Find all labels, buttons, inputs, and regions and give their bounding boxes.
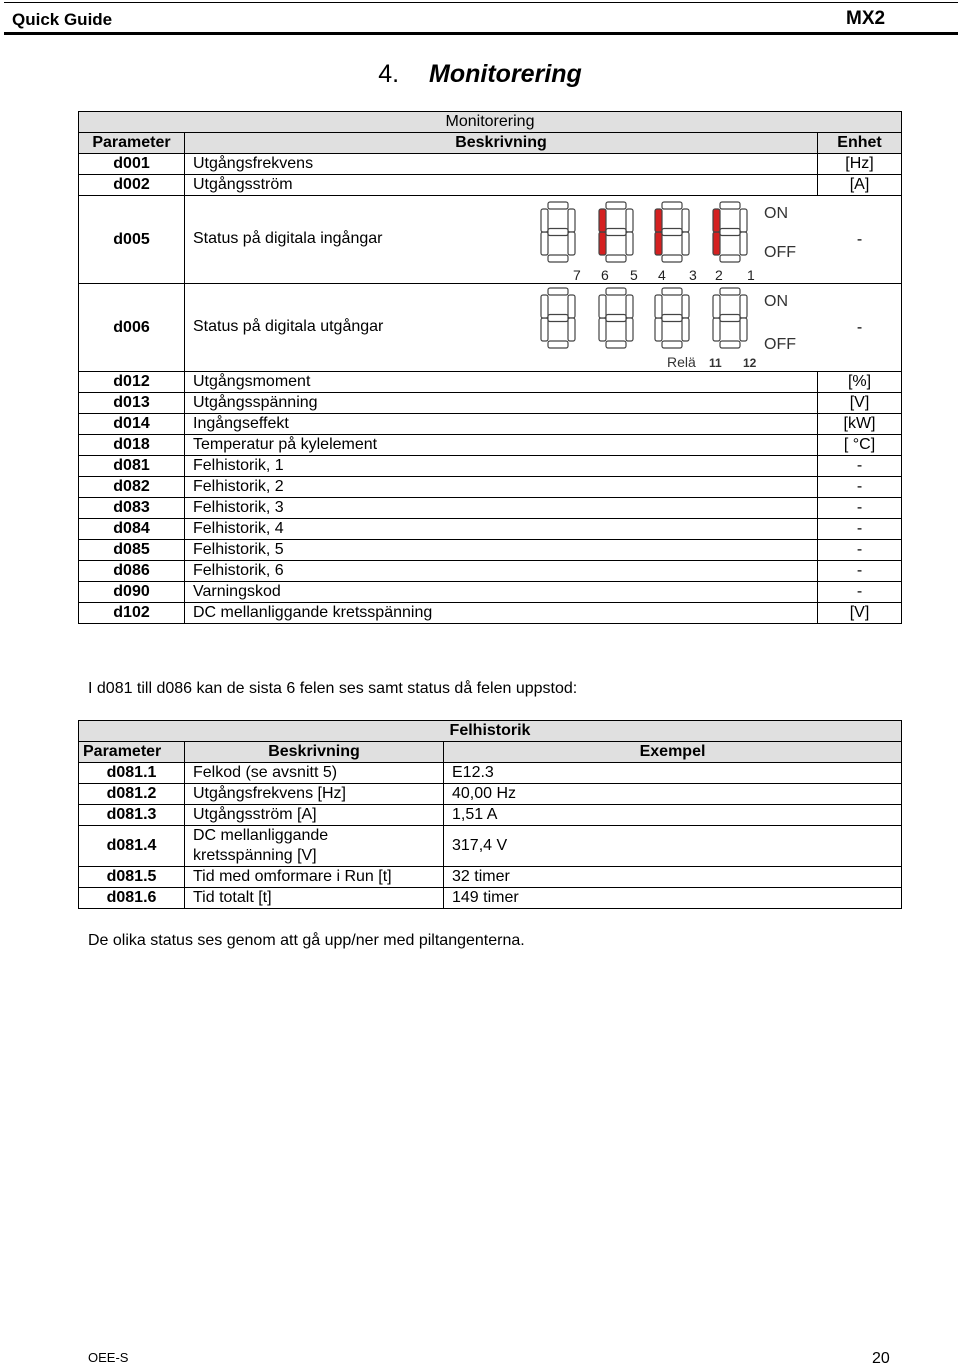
display-segment [548, 341, 568, 348]
row-unit: [kW] [818, 414, 902, 435]
relay-terminal-label: 12 [743, 356, 757, 370]
outputs-on-label: ON [764, 293, 788, 310]
row-description: Utgångsström [A] [185, 805, 444, 826]
table-row [79, 826, 902, 867]
table-row [79, 805, 902, 826]
monitor-table-caption: Monitorering [79, 112, 902, 133]
header-rule [4, 32, 958, 35]
display-segment [606, 202, 626, 209]
navigation-hint-text: De olika status ses genom att gå upp/ner med piltangenterna. [88, 932, 525, 949]
display-segment [606, 229, 626, 236]
display-segment [568, 232, 575, 255]
footer-document-code: OEE-S [88, 1350, 129, 1365]
display-segment [662, 229, 682, 236]
row-parameter: d013 [79, 393, 185, 414]
table-row [79, 561, 902, 582]
section-title-text: Monitorering [429, 60, 582, 88]
table-row [79, 867, 902, 888]
table-row [79, 784, 902, 805]
row-example: 40,00 Hz [444, 784, 902, 805]
digital-outputs-display-graphic [527, 284, 819, 371]
row-description: Tid med omformare i Run [t] [185, 867, 444, 888]
inputs-on-label: ON [764, 205, 788, 222]
row-description: Ingångseffekt [185, 414, 818, 435]
row-description: Temperatur på kylelement [185, 435, 818, 456]
display-segment [606, 288, 626, 295]
input-terminal-label: 2 [715, 267, 723, 283]
inputs-off-label: OFF [764, 244, 796, 261]
row-unit: [V] [818, 603, 902, 624]
display-segment [541, 318, 548, 341]
row-description: Utgångsfrekvens [Hz] [185, 784, 444, 805]
row-parameter: d085 [79, 540, 185, 561]
row-description [185, 826, 444, 867]
row-unit: - [818, 477, 902, 498]
table-row-outputs [79, 284, 902, 372]
digital-inputs-display-graphic [527, 196, 819, 283]
row-description: Felkod (se avsnitt 5) [185, 763, 444, 784]
col-unit: Enhet [818, 133, 902, 154]
row-parameter: d081.1 [79, 763, 185, 784]
row-parameter: d083 [79, 498, 185, 519]
table-row [79, 888, 902, 909]
table-row [79, 763, 902, 784]
row-unit: - [818, 284, 902, 372]
row-parameter: d082 [79, 477, 185, 498]
row-description-with-display [185, 196, 818, 284]
section-title [0, 60, 960, 89]
row-unit: - [818, 498, 902, 519]
table-row [79, 154, 902, 175]
table-row [79, 435, 902, 456]
display-segment [599, 318, 606, 341]
row-unit: [A] [818, 175, 902, 196]
row-parameter: d081.3 [79, 805, 185, 826]
display-segment [682, 295, 689, 318]
digital-outputs-display [527, 284, 819, 371]
row-parameter: d012 [79, 372, 185, 393]
monitor-table-header [79, 133, 902, 154]
display-segment [599, 295, 606, 318]
row-description-line: kretsspänning [V] [193, 847, 317, 864]
table-row [79, 175, 902, 196]
display-segment [720, 341, 740, 348]
display-segment [740, 232, 747, 255]
display-segment [740, 209, 747, 232]
row-parameter: d090 [79, 582, 185, 603]
display-segment [682, 318, 689, 341]
row-parameter: d014 [79, 414, 185, 435]
row-parameter: d086 [79, 561, 185, 582]
display-segment [548, 255, 568, 262]
display-segment [655, 318, 662, 341]
col-example: Exempel [444, 742, 902, 763]
display-segment [548, 202, 568, 209]
table-row [79, 477, 902, 498]
row-parameter: d001 [79, 154, 185, 175]
display-segment [713, 209, 720, 232]
row-description: Tid totalt [t] [185, 888, 444, 909]
display-segment [568, 318, 575, 341]
display-segment [720, 315, 740, 322]
table-row [79, 372, 902, 393]
col-parameter: Parameter [79, 742, 185, 763]
display-segment [662, 341, 682, 348]
col-description: Beskrivning [185, 133, 818, 154]
row-parameter: d081.4 [79, 826, 185, 867]
display-segment [568, 209, 575, 232]
display-segment [548, 288, 568, 295]
display-segment [720, 202, 740, 209]
col-description: Beskrivning [185, 742, 444, 763]
input-terminal-label: 1 [747, 267, 755, 283]
row-example: 317,4 V [444, 826, 902, 867]
row-unit: - [818, 456, 902, 477]
display-segment [606, 341, 626, 348]
display-segment [682, 209, 689, 232]
row-parameter: d084 [79, 519, 185, 540]
row-unit: - [818, 582, 902, 603]
table-row [79, 393, 902, 414]
row-description: Status på digitala utgångar [193, 318, 384, 335]
relay-label: Relä [667, 354, 696, 370]
display-segment [626, 295, 633, 318]
table-row [79, 582, 902, 603]
display-segment [548, 315, 568, 322]
input-terminal-label: 3 [689, 267, 697, 283]
display-segment [720, 288, 740, 295]
row-example: E12.3 [444, 763, 902, 784]
display-segment [541, 295, 548, 318]
display-segment [606, 315, 626, 322]
footer-page-number: 20 [872, 1350, 890, 1367]
row-parameter: d081.2 [79, 784, 185, 805]
table-row [79, 456, 902, 477]
row-unit: - [818, 561, 902, 582]
monitor-table-body [79, 372, 902, 624]
display-segment [740, 318, 747, 341]
display-segment [720, 255, 740, 262]
row-unit: [ °C] [818, 435, 902, 456]
section-number: 4. [378, 60, 400, 88]
row-description: Felhistorik, 2 [185, 477, 818, 498]
row-parameter: d081 [79, 456, 185, 477]
display-segment [655, 295, 662, 318]
header-product-name: MX2 [846, 8, 886, 29]
row-parameter: d005 [79, 196, 185, 284]
row-description: Felhistorik, 1 [185, 456, 818, 477]
row-description: Utgångsström [185, 175, 818, 196]
display-segment [568, 295, 575, 318]
input-terminal-label: 4 [658, 267, 666, 283]
row-description: Felhistorik, 5 [185, 540, 818, 561]
display-segment [599, 209, 606, 232]
display-segment [662, 315, 682, 322]
display-segment [662, 255, 682, 262]
display-segment [740, 295, 747, 318]
row-unit: [%] [818, 372, 902, 393]
relay-terminal-label: 11 [709, 356, 722, 370]
row-unit: [V] [818, 393, 902, 414]
row-unit: [Hz] [818, 154, 902, 175]
display-segment [541, 209, 548, 232]
display-segment [626, 209, 633, 232]
display-segment [662, 288, 682, 295]
display-segment [606, 255, 626, 262]
table-row-inputs [79, 196, 902, 284]
monitor-table [78, 111, 902, 624]
col-parameter: Parameter [79, 133, 185, 154]
history-table [78, 720, 902, 909]
row-description: Status på digitala ingångar [193, 230, 383, 247]
row-description: Utgångsspänning [185, 393, 818, 414]
row-description: Utgångsfrekvens [185, 154, 818, 175]
history-table-caption: Felhistorik [79, 721, 902, 742]
input-terminal-label: 7 [573, 267, 581, 283]
input-terminal-label: 5 [630, 267, 638, 283]
row-description: Utgångsmoment [185, 372, 818, 393]
display-segment [655, 209, 662, 232]
row-description: Varningskod [185, 582, 818, 603]
row-parameter: d002 [79, 175, 185, 196]
row-description: Felhistorik, 3 [185, 498, 818, 519]
outputs-off-label: OFF [764, 336, 796, 353]
display-segment [720, 229, 740, 236]
row-unit: - [818, 196, 902, 284]
header-guide-title: Quick Guide [12, 10, 113, 29]
display-segment [599, 232, 606, 255]
display-segment [713, 318, 720, 341]
row-parameter: d081.6 [79, 888, 185, 909]
digital-inputs-display [527, 196, 819, 283]
display-segment [655, 232, 662, 255]
row-description: Felhistorik, 6 [185, 561, 818, 582]
row-parameter: d018 [79, 435, 185, 456]
display-segment [713, 295, 720, 318]
history-intro-text: I d081 till d086 kan de sista 6 felen ses samt status då felen uppstod: [88, 680, 578, 697]
display-segment [548, 229, 568, 236]
table-row [79, 603, 902, 624]
row-description-with-display [185, 284, 818, 372]
row-parameter: d102 [79, 603, 185, 624]
display-segment [713, 232, 720, 255]
row-description-line: DC mellanliggande [193, 827, 329, 844]
display-segment [662, 202, 682, 209]
table-row [79, 519, 902, 540]
table-row [79, 498, 902, 519]
table-row [79, 414, 902, 435]
row-parameter: d081.5 [79, 867, 185, 888]
display-segment [626, 318, 633, 341]
row-description: Felhistorik, 4 [185, 519, 818, 540]
table-row [79, 540, 902, 561]
display-segment [682, 232, 689, 255]
display-segment [541, 232, 548, 255]
row-example: 1,51 A [444, 805, 902, 826]
row-unit: - [818, 540, 902, 561]
row-parameter: d006 [79, 284, 185, 372]
row-example: 149 timer [444, 888, 902, 909]
row-unit: - [818, 519, 902, 540]
history-table-header [79, 742, 902, 763]
display-segment [626, 232, 633, 255]
header-top-rule [4, 2, 958, 3]
row-description: DC mellanliggande kretsspänning [185, 603, 818, 624]
input-terminal-label: 6 [601, 267, 609, 283]
row-example: 32 timer [444, 867, 902, 888]
